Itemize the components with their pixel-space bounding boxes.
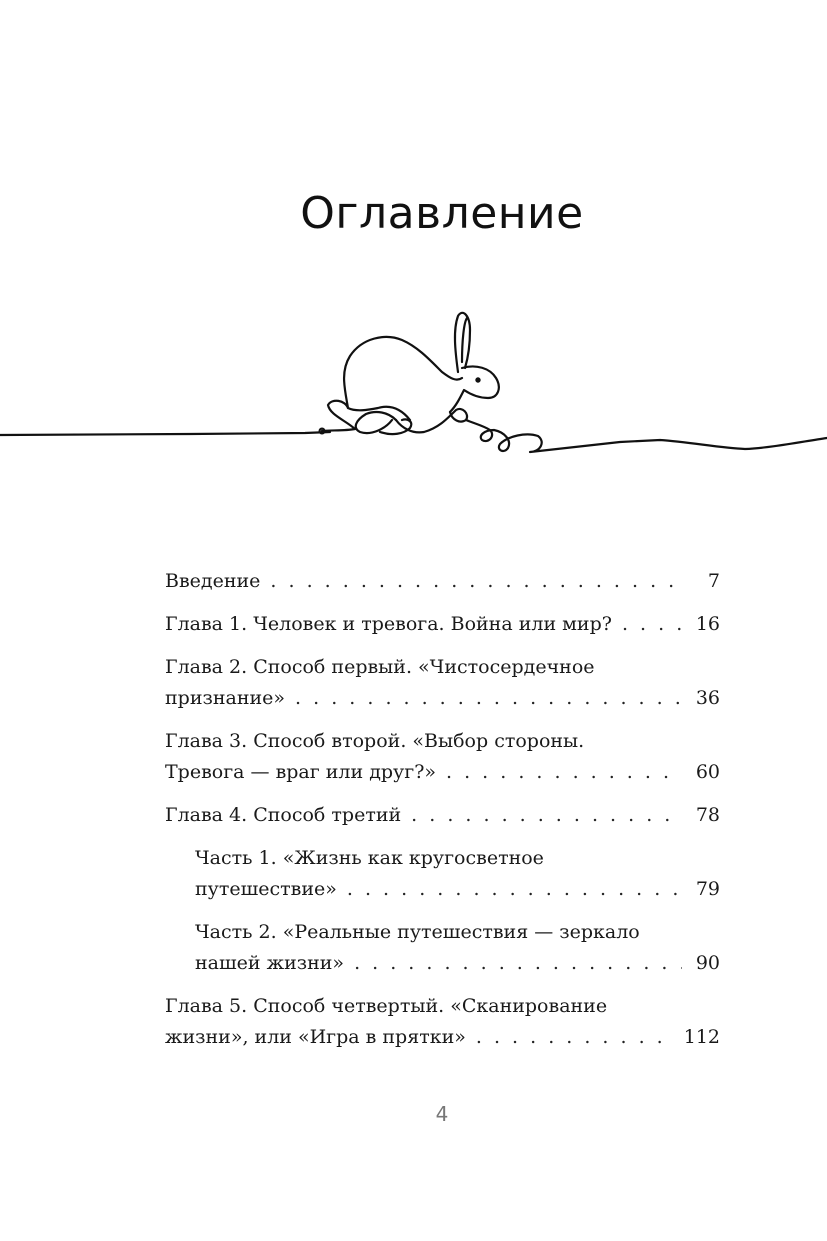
dot-leader [411,800,682,831]
dot-leader [476,1022,672,1053]
toc-page-number: 78 [695,804,720,826]
toc-entry-title: жизни», или «Игра в прятки» [165,1026,466,1048]
page-number: 4 [435,1102,449,1126]
toc-entry-introduction[interactable] [165,566,720,597]
dot-leader [354,948,682,979]
toc-entry-title: Глава 4. Способ третий [165,804,402,826]
toc-entry-title: путешествие» [195,878,337,900]
toc-entry-chapter-4[interactable] [165,800,720,831]
dot-leader [446,757,682,788]
toc-entry-chapter-2[interactable] [165,652,720,714]
toc-entry-title: нашей жизни» [195,952,345,974]
toc-page-number: 79 [695,878,720,900]
toc-page-number: 90 [695,952,720,974]
toc-entry-chapter-3[interactable] [165,726,720,788]
toc-entry-chapter-1[interactable] [165,609,720,640]
toc-entry-title-line: Часть 1. «Жизнь как кругосветное [195,847,544,869]
table-of-contents [165,566,720,1065]
toc-page-number: 7 [707,570,720,592]
toc-entry-title: Глава 1. Человек и тревога. Война или мир? [165,613,612,635]
page-title: Оглавление [300,188,584,239]
toc-entry-title: признание» [165,687,286,709]
toc-entry-title-line: Часть 2. «Реальные путешествия — зеркало [195,921,640,943]
toc-page-number: 16 [695,613,720,635]
toc-entry-title-line: Глава 3. Способ второй. «Выбор стороны. [165,730,585,752]
dot-leader [622,609,682,640]
toc-entry-part-2[interactable] [165,917,720,979]
dot-leader [347,874,682,905]
rabbit-line-drawing-icon [0,300,827,470]
toc-entry-title: Введение [165,570,261,592]
toc-entry-title-line: Глава 5. Способ четвертый. «Сканирование [165,995,608,1017]
dot-leader [295,683,682,714]
toc-entry-title-line: Глава 2. Способ первый. «Чистосердечное [165,656,595,678]
toc-entry-chapter-5[interactable] [165,991,720,1053]
toc-page-number: 60 [695,761,720,783]
toc-page-number: 36 [695,687,720,709]
toc-entry-part-1[interactable] [165,843,720,905]
toc-page-number: 112 [683,1026,720,1048]
toc-entry-title: Тревога — враг или друг?» [165,761,437,783]
dot-leader [270,566,682,597]
